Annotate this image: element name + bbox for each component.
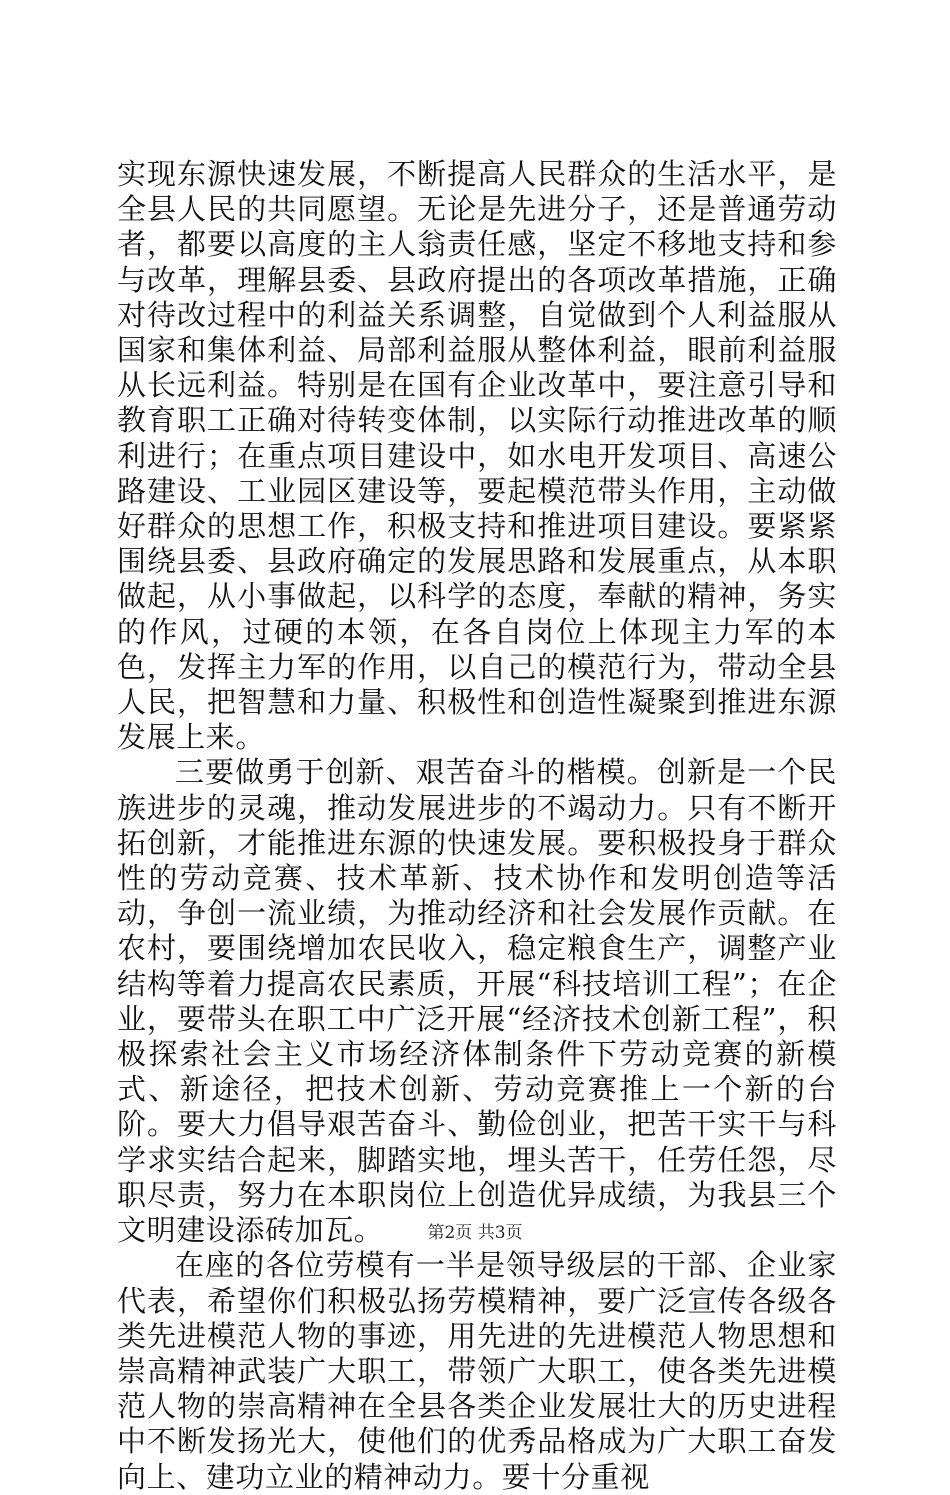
paragraph-1: 实现东源快速发展，不断提高人民群众的生活水平，是全县人民的共同愿望。无论是先进分子，还是普通劳动者，都要以高度的主人翁责任感，坚定不移地支持和参与改革，理解县委、县政府提出的各项改革措施，正确对待改过程中的利益关系调整，自觉做到个人利益服从国家和集体利益、局部利益服从整体利益，眼前利益服从长远利益。特别是在国有企业改革中，要注意引导和教育职工正确对待转变体制，以实际行动推进改革的顺利进行；在重点项目建设中，如水电开发项目、高速公路建设、工业园区建设等，要起模范带头作用，主动做好群众的思想工作，积极支持和推进项目建设。要紧紧围绕县委、县政府确定的发展思路和发展重点，从本职做起，从小事做起，以科学的态度，奉献的精神，务实的作风，过硬的本领，在各自岗位上体现主力军的本色，发挥主力军的作用，以自己的模范行为，带动全县人民，把智慧和力量、积极性和创造性凝聚到推进东源发展上来。 [117,157,837,755]
paragraph-2: 三要做勇于创新、艰苦奋斗的楷模。创新是一个民族进步的灵魂，推动发展进步的不竭动力。只有不断开拓创新，才能推进东源的快速发展。要积极投身于群众性的劳动竞赛、技术革新、技术协作和发明创造等活动，争创一流业绩，为推动经济和社会发展作贡献。在农村，要围绕增加农民收入，稳定粮食生产，调整产业结构等着力提高农民素质，开展“科技培训工程”；在企业，要带头在职工中广泛开展“经济技术创新工程”，积极探索社会主义市场经济体制条件下劳动竞赛的新模式、新途径，把技术创新、劳动竞赛推上一个新的台阶。要大力倡导艰苦奋斗、勤俭创业，把苦干实干与科学求实结合起来，脚踏实地，埋头苦干，任劳任怨，尽职尽责，努力在本职岗位上创造优异成绩，为我县三个文明建设添砖加瓦。 [117,755,837,1248]
paragraph-3: 在座的各位劳模有一半是领导级层的干部、企业家代表，希望你们积极弘扬劳模精神，要广泛宣传各级各类先进模范人物的事迹，用先进的先进模范人物思想和崇高精神武装广大职工，带领广大职工，使各类先进模范人物的崇高精神在全县各类企业发展壮大的历史进程中不断发扬光大，使他们的优秀品格成为广大职工奋发向上、建功立业的精神动力。要十分重视 [117,1248,837,1494]
body-text [117,157,837,1495]
page-footer: 第2页 共3页 [427,1223,523,1243]
